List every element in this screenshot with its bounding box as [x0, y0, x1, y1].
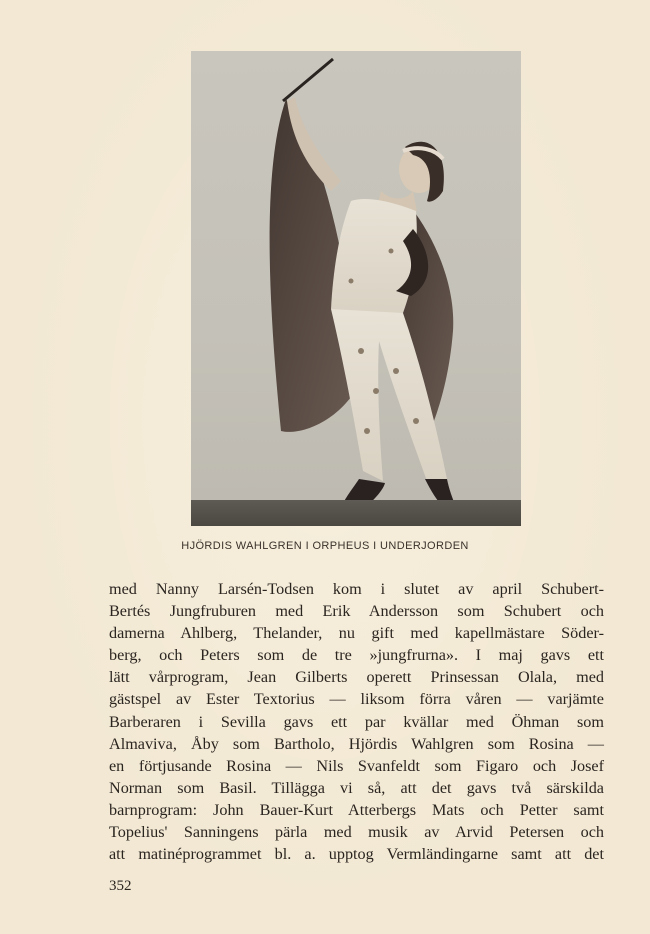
text-line: barnprogram: John Bauer-Kurt Atterbergs Mats och Petter samt [109, 800, 604, 819]
body-paragraph [109, 578, 604, 865]
photo-caption: HJÖRDIS WAHLGREN I ORPHEUS I UNDERJORDEN [181, 540, 469, 552]
stage-floor [191, 500, 521, 526]
text-line: att matinéprogrammet bl. a. upptog Vermländingarne samt att det [109, 845, 604, 864]
page-number: 352 [109, 878, 132, 894]
text-line: Bertés Jungfruburen med Erik Andersson som Schubert och [109, 602, 604, 621]
text-line: Almaviva, Åby som Bartholo, Hjördis Wahlgren som Rosina — [109, 734, 604, 753]
dancer-figure-icon [191, 51, 521, 526]
text-line: lätt vårprogram, Jean Gilberts operett Prinsessan Olala, med [109, 668, 604, 687]
text-line: Norman som Basil. Tillägga vi så, att det gavs två särskilda [109, 778, 604, 797]
text-line: med Nanny Larsén-Todsen kom i slutet av april Schubert- [109, 580, 604, 598]
text-line: berg, och Peters som de tre »jungfrurna». I maj gavs ett [109, 646, 604, 665]
text-line: Topelius' Sanningens pärla med musik av Arvid Petersen och [109, 823, 604, 842]
text-line: Barberaren i Sevilla gavs ett par kvällar med Öhman som [109, 712, 604, 731]
text-line: en förtjusande Rosina — Nils Svanfeldt som Figaro och Josef [109, 756, 604, 775]
text-line: gästspel av Ester Textorius — liksom förra våren — varjämte [109, 690, 604, 709]
text-line: damerna Ahlberg, Thelander, nu gift med kapellmästare Söder- [109, 624, 604, 643]
portrait-photo [191, 51, 521, 526]
